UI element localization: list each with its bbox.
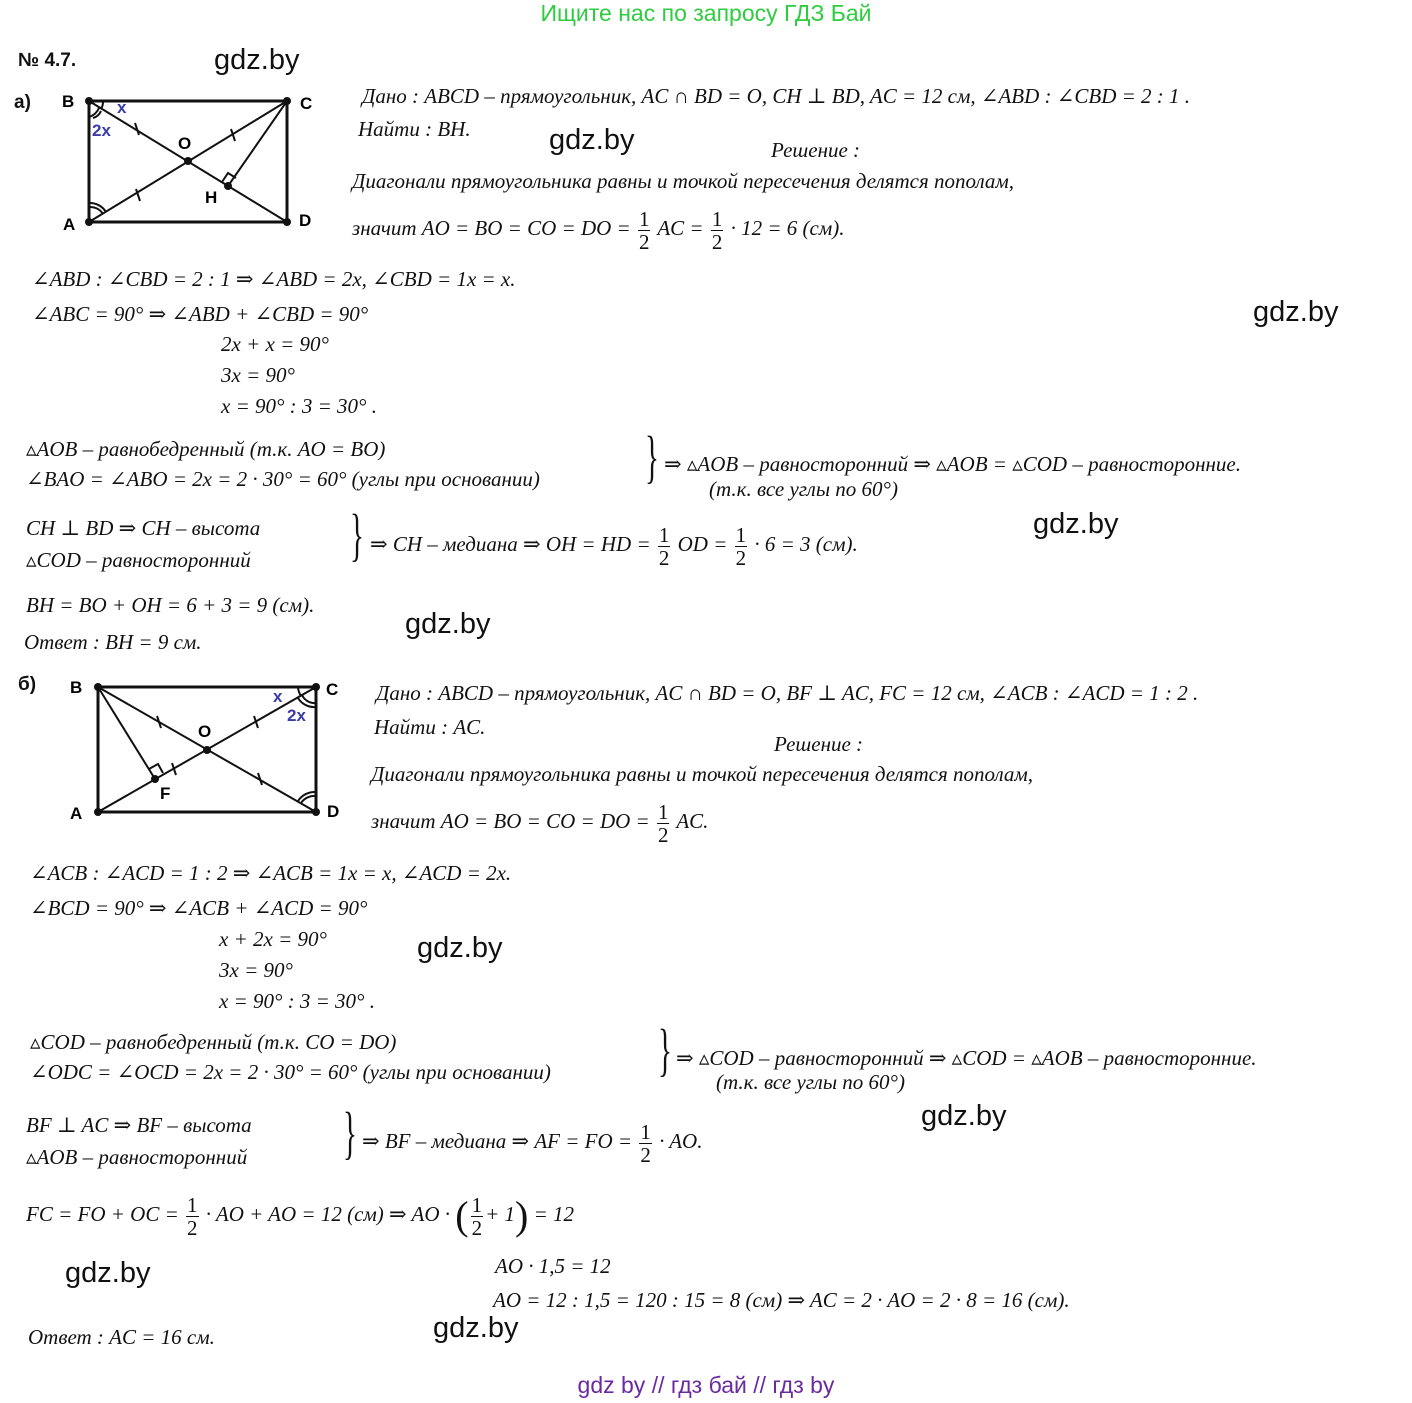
- find-b: Найти : AC.: [374, 715, 486, 739]
- ao-line-2: AO = 12 : 1,5 = 120 : 15 = 8 (см) ⇒ AC = 2 · AO = 2 · 8 = 16 (см).: [493, 1288, 1070, 1312]
- label-x: x: [117, 98, 127, 117]
- znachit-line-b: значит AO = BO = CO = DO = $\frac{1}{2}$ AC.: [371, 799, 709, 847]
- part-a-label: а): [14, 92, 31, 113]
- segment-bf: [98, 687, 155, 779]
- watermark: gdz.by: [921, 1100, 1007, 1132]
- problem-number: № 4.7.: [18, 50, 77, 71]
- fraction-half: $\frac{1}{2}$: [187, 1192, 198, 1240]
- label-b: B: [70, 678, 83, 697]
- label-2x: 2x: [287, 706, 306, 725]
- fraction-half: $\frac{1}{2}$: [657, 799, 669, 847]
- label-a: A: [70, 804, 83, 823]
- label-2x: 2x: [92, 121, 111, 140]
- label-h: H: [205, 188, 218, 207]
- watermark: gdz.by: [214, 44, 300, 76]
- znachit-part1: значит AO = BO = CO = DO =: [352, 216, 631, 240]
- label-d: D: [327, 802, 340, 821]
- watermark: gdz.by: [417, 932, 503, 964]
- top-banner: Ищите нас по запросу ГДЗ Бай: [540, 0, 872, 26]
- label-c: C: [300, 94, 313, 113]
- bf-height-line: BF ⊥ AC ⇒ BF – высота: [26, 1113, 252, 1137]
- label-a: A: [63, 215, 76, 234]
- brace: }: [644, 424, 659, 489]
- angle-bcd-line: ∠BCD = 90° ⇒ ∠ACB + ∠ACD = 90°: [30, 896, 368, 920]
- equilateral-line-a: ⇒ ▵AOB – равносторонний ⇒ ▵AOB = ▵COD – равносторонние.: [664, 452, 1241, 476]
- watermark: gdz.by: [1253, 296, 1339, 328]
- brace: }: [349, 502, 364, 567]
- median-line-a: ⇒ CH – медиана ⇒ OH = HD = $\frac{1}{2}$ OD = $\frac{1}{2}$ · 6 = 3 (см).: [370, 522, 858, 570]
- fraction-half: $\frac{1}{2}$: [471, 1192, 483, 1240]
- fraction-half: $\frac{1}{2}$: [640, 1119, 651, 1167]
- ratio-line-a: ∠ABD : ∠CBD = 2 : 1 ⇒ ∠ABD = 2x, ∠CBD = 1x = x.: [32, 267, 516, 291]
- isosceles-line-a: ▵AOB – равнобедренный (т.к. AO = BO): [26, 437, 386, 461]
- label-o: O: [178, 134, 192, 153]
- label-f: F: [160, 784, 171, 803]
- label-x: x: [273, 687, 283, 706]
- answer-a: Ответ : BH = 9 см.: [24, 630, 202, 654]
- ch-height-line: CH ⊥ BD ⇒ CH – высота: [26, 516, 261, 540]
- brace: }: [657, 1017, 672, 1082]
- fraction-half: $\frac{1}{2}$: [638, 206, 650, 254]
- part-b-label: б): [18, 674, 37, 695]
- ratio-line-b: ∠ACB : ∠ACD = 1 : 2 ⇒ ∠ACB = 1x = x, ∠ACD = 2x.: [30, 861, 512, 885]
- aob-equilateral-line: ▵AOB – равносторонний: [26, 1145, 248, 1169]
- answer-b: Ответ : AC = 16 см.: [28, 1325, 215, 1349]
- equilateral-line-b: ⇒ ▵COD – равносторонний ⇒ ▵COD = ▵AOB – равносторонние.: [676, 1046, 1257, 1070]
- watermark: gdz.by: [433, 1312, 519, 1344]
- equation-2-b: 3x = 90°: [219, 958, 293, 982]
- median-line-b: ⇒ BF – медиана ⇒ AF = FO = $\frac{1}{2}$ · AO.: [362, 1119, 703, 1167]
- watermark: gdz.by: [405, 608, 491, 640]
- equation-1-b: x + 2x = 90°: [219, 927, 327, 951]
- diagonals-text-a: Диагонали прямоугольника равны и точкой пересечения делятся пополам,: [352, 169, 1015, 193]
- given-b: Дано : ABCD – прямоугольник, AC ∩ BD = O, BF ⊥ AC, FC = 12 см, ∠ACB : ∠ACD = 1 : 2 .: [376, 681, 1199, 705]
- base-angles-line-a: ∠BAO = ∠ABO = 2x = 2 · 30° = 60° (углы при основании): [26, 467, 540, 491]
- fraction-half: $\frac{1}{2}$: [711, 206, 723, 254]
- fc-line: FC = FO + OC = $\frac{1}{2}$ · AO + AO = 12 (см) ⇒ AO · ( $\frac{1}{2}$ + 1) = 12: [26, 1192, 575, 1240]
- watermark: gdz.by: [65, 1257, 151, 1289]
- equation-3-a: x = 90° : 3 = 30° .: [221, 394, 377, 418]
- label-d: D: [299, 211, 312, 230]
- znachit-part3: · 12 = 6 (см).: [730, 216, 845, 240]
- equation-2-a: 3x = 90°: [221, 363, 295, 387]
- bh-line: BH = BO + OH = 6 + 3 = 9 (см).: [26, 593, 315, 617]
- watermark: gdz.by: [549, 124, 635, 156]
- fraction-half: $\frac{1}{2}$: [658, 522, 670, 570]
- brace: }: [342, 1100, 357, 1165]
- base-angles-line-b: ∠ODC = ∠OCD = 2x = 2 · 30° = 60° (углы при основании): [30, 1060, 551, 1084]
- equation-3-b: x = 90° : 3 = 30° .: [219, 989, 375, 1013]
- equilateral-reason-b: (т.к. все углы по 60°): [716, 1070, 905, 1094]
- label-b: B: [62, 92, 75, 111]
- right-angle-mark: [222, 173, 236, 182]
- segment-ch: [228, 101, 287, 186]
- footer-links[interactable]: gdz by // гдз бай // гдз by: [577, 1372, 835, 1398]
- equilateral-reason-a: (т.к. все углы по 60°): [709, 477, 898, 501]
- solution-title-b: Решение :: [774, 732, 864, 756]
- find-a: Найти : BH.: [358, 117, 471, 141]
- solution-title-a: Решение :: [771, 138, 861, 162]
- equation-1-a: 2x + x = 90°: [221, 332, 329, 356]
- ao-line-1: AO · 1,5 = 12: [495, 1254, 611, 1278]
- label-o: O: [198, 722, 212, 741]
- label-c: C: [326, 680, 339, 699]
- figure-a: [55, 85, 325, 235]
- angle-abc-line: ∠ABC = 90° ⇒ ∠ABD + ∠CBD = 90°: [32, 302, 369, 326]
- watermark: gdz.by: [1033, 508, 1119, 540]
- given-a: Дано : ABCD – прямоугольник, AC ∩ BD = O, CH ⊥ BD, AC = 12 см, ∠ABD : ∠CBD = 2 : 1 .: [362, 84, 1191, 108]
- isosceles-line-b: ▵COD – равнобедренный (т.к. CO = DO): [30, 1030, 397, 1054]
- diagonals-text-b: Диагонали прямоугольника равны и точкой пересечения делятся пополам,: [371, 762, 1034, 786]
- znachit-part2: AC =: [657, 216, 704, 240]
- figure-b: [64, 672, 354, 827]
- cod-equilateral-line: ▵COD – равносторонний: [26, 548, 251, 572]
- fraction-half: $\frac{1}{2}$: [735, 522, 747, 570]
- znachit-line-a: [352, 200, 844, 256]
